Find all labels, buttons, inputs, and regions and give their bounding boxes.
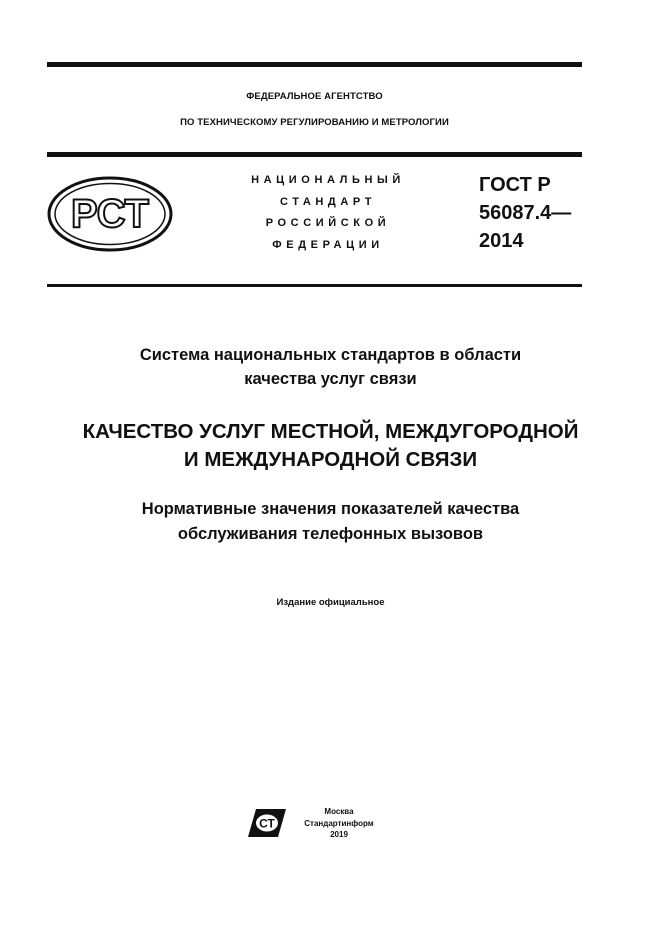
header-rule (47, 152, 582, 157)
designation-line-2: 56087.4— (479, 202, 572, 224)
publisher-year: 2019 (330, 830, 348, 839)
series-title-line-2: качества услуг связи (244, 370, 417, 388)
subtitle (20, 497, 641, 547)
series-title (20, 343, 641, 391)
agency-line-1: ФЕДЕРАЛЬНОЕ АГЕНТСТВО (246, 91, 383, 102)
pub-logo-letters: СТ (259, 816, 275, 831)
natstd-line-2: СТАНДАРТ (279, 195, 377, 208)
gost-r-certification-logo-icon (46, 175, 174, 253)
logo-letters: РСТ (70, 192, 150, 236)
middle-rule (47, 284, 582, 287)
main-title-line-2: И МЕЖДУНАРОДНОЙ СВЯЗИ (183, 448, 478, 471)
edition-label: Издание официальное (276, 597, 385, 608)
top-rule (47, 62, 582, 67)
national-standard-label (218, 170, 438, 256)
natstd-line-1: НАЦИОНАЛЬНЫЙ (251, 174, 405, 186)
standartinform-logo-icon (247, 808, 287, 838)
publisher-name: Стандартинформ (304, 818, 374, 828)
main-title-line-1: КАЧЕСТВО УСЛУГ МЕСТНОЙ, МЕЖДУГОРОДНОЙ (82, 420, 579, 443)
agency-line-2: ПО ТЕХНИЧЕСКОМУ РЕГУЛИРОВАНИЮ И МЕТРОЛОГИИ (180, 117, 449, 128)
natstd-line-4: ФЕДЕРАЦИИ (272, 238, 384, 251)
standard-designation (479, 171, 589, 255)
subtitle-line-2: обслуживания телефонных вызовов (177, 525, 484, 543)
publisher-city: Москва (324, 807, 354, 816)
series-title-line-1: Система национальных стандартов в области (139, 346, 522, 364)
designation-line-1: ГОСТ Р (479, 174, 551, 196)
designation-line-3: 2014 (479, 230, 524, 252)
publisher-block (296, 806, 382, 841)
subtitle-line-1: Нормативные значения показателей качества (141, 500, 520, 518)
natstd-line-3: РОССИЙСКОЙ (265, 217, 391, 229)
main-title (20, 418, 641, 474)
